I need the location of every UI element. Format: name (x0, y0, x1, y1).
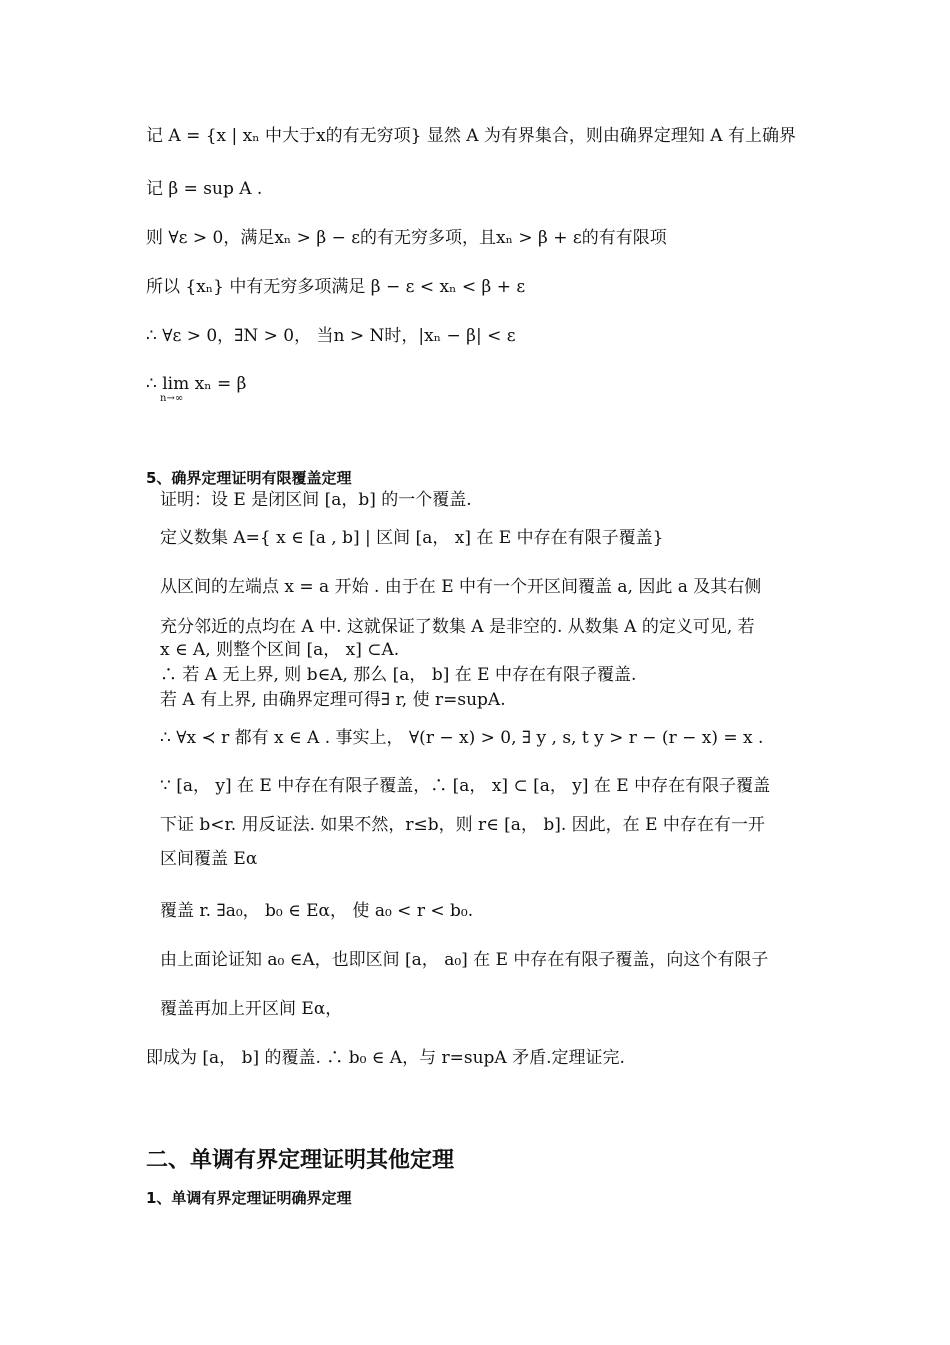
proof-line-13: 由上面论证知 a₀ ∈A，也即区间 [a， a₀] 在 E 中存在有限子覆盖，向这个有限子 (160, 950, 769, 970)
proof-line-1: 证明：设 E 是闭区间 [a，b] 的一个覆盖. (160, 490, 472, 510)
top-line-5: ∴ ∀ε > 0，∃N > 0， 当n > N时，|xₙ − β| < ε (146, 326, 516, 346)
proof-line-12: 覆盖 r. ∃a₀， b₀ ∈ Eα， 使 a₀ < r < b₀. (160, 901, 474, 921)
top-line-2: 记 β = sup A . (146, 179, 263, 199)
part-2-subheading: 1、单调有界定理证明确界定理 (146, 1189, 352, 1207)
limit-line: ∴ lim xₙ = β (146, 374, 247, 394)
proof-line-8: ∴ ∀x ≺ r 都有 x ∈ A . 事实上， ∀(r − x) > 0, ∃ y , s, t y > r − (r − x) = x . (160, 728, 764, 748)
proof-line-6: ∴ 若 A 无上界, 则 b∈A, 那么 [a， b] 在 E 中存在有限子覆盖. (160, 665, 637, 685)
proof-line-14: 覆盖再加上开区间 Eα， (160, 999, 343, 1019)
proof-conclusion: 即成为 [a， b] 的覆盖. ∴ b₀ ∈ A，与 r=supA 矛盾.定理证完. (146, 1048, 625, 1068)
proof-line-7: 若 A 有上界, 由确界定理可得∃ r, 使 r=supA. (160, 690, 506, 710)
top-line-1: 记 A = {x | xₙ 中大于x的有无穷项} 显然 A 为有界集合，则由确界定理知 A 有上确界 (146, 126, 796, 146)
top-line-4: 所以 {xₙ} 中有无穷多项满足 β − ε < xₙ < β + ε (146, 277, 526, 297)
proof-line-2: 定义数集 A={ x ∈ [a , b] | 区间 [a， x] 在 E 中存在有限子覆盖} (160, 528, 664, 548)
proof-line-4: 充分邻近的点均在 A 中. 这就保证了数集 A 是非空的. 从数集 A 的定义可见, 若 (160, 617, 755, 637)
proof-line-10: 下证 b<r. 用反证法. 如果不然，r≤b，则 r∈ [a， b]. 因此，在 E 中存在有一开 (160, 815, 765, 835)
proof-line-3: 从区间的左端点 x = a 开始 . 由于在 E 中有一个开区间覆盖 a, 因此 a 及其右侧 (160, 577, 762, 597)
proof-line-9: ∵ [a， y] 在 E 中存在有限子覆盖，∴ [a， x] ⊂ [a， y] 在 E 中存在有限子覆盖 (160, 776, 771, 796)
section-5-heading: 5、确界定理证明有限覆盖定理 (146, 469, 352, 487)
part-2-heading: 二、单调有界定理证明其他定理 (146, 1148, 455, 1173)
limit-subscript: n→∞ (160, 393, 184, 404)
proof-line-11: 区间覆盖 Eα (160, 849, 258, 869)
top-line-3: 则 ∀ε > 0，满足xₙ > β − ε的有无穷多项，且xₙ > β + ε的有有限项 (146, 228, 667, 248)
proof-line-5: x ∈ A, 则整个区间 [a， x] ⊂A. (160, 640, 400, 660)
